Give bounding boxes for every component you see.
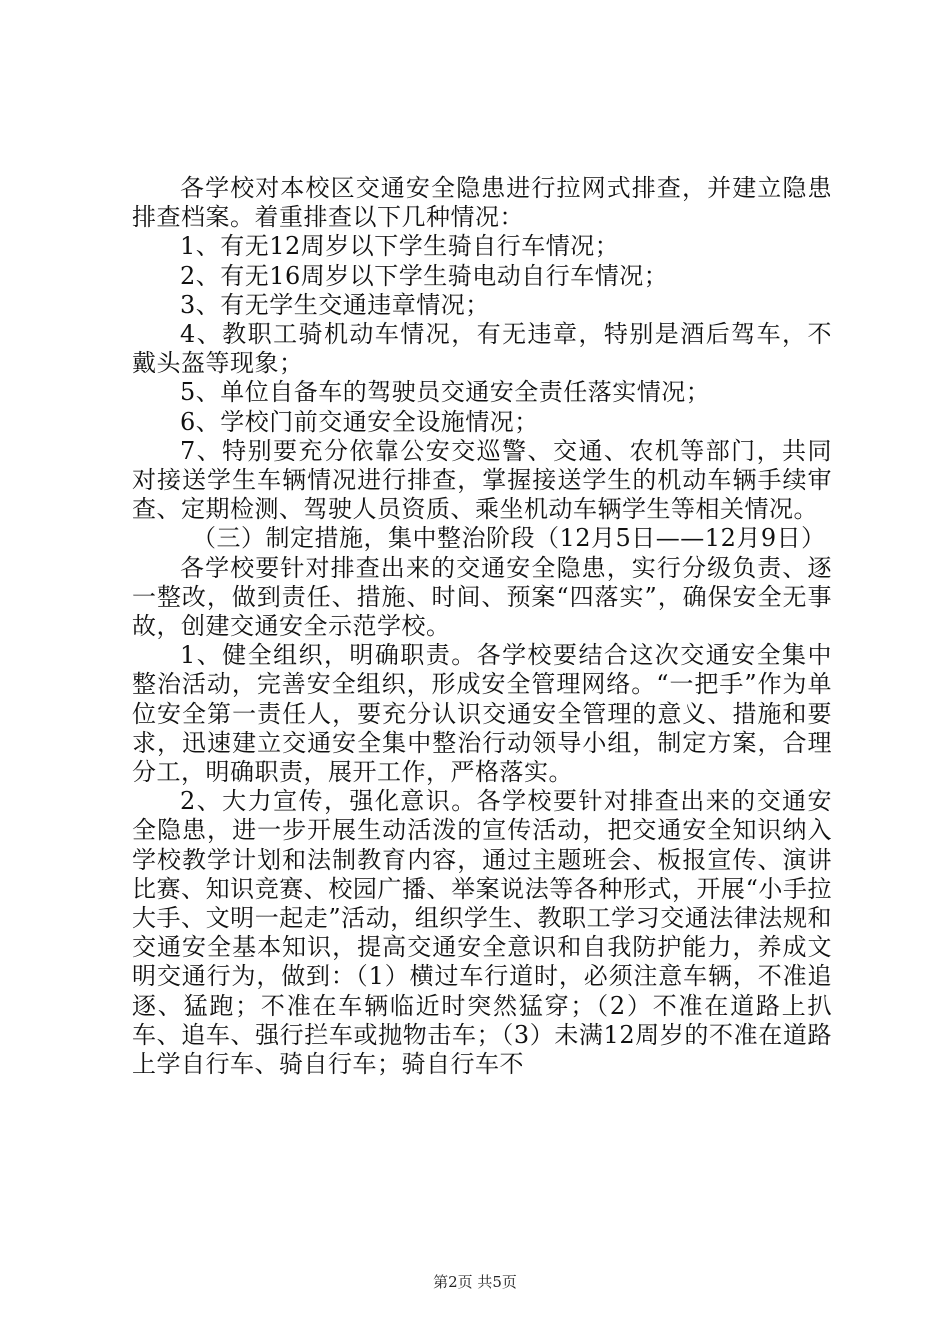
list-item-3: 3、有无学生交通违章情况； (180, 290, 490, 319)
list-item-5: 5、单位自备车的驾驶员交通安全责任落实情况； (180, 378, 711, 407)
document-body (132, 174, 832, 1079)
paragraph-intro: 各学校对本校区交通安全隐患进行拉网式排查，并建立隐患排查档案。着重排查以下几种情况： (132, 174, 832, 232)
list-item-6: 6、学校门前交通安全设施情况； (180, 407, 539, 436)
paragraph-publicity: 2、大力宣传，强化意识。各学校要针对排查出来的交通安全隐患，进一步开展生动活泼的宣传活动，把交通安全知识纳入学校教学计划和法制教育内容，通过主题班会、板报宣传、演讲比赛、知识竞赛、校园广播、举案说法等各种形式，开展“小手拉大手、文明一起走”活动，组织学生、教职工学习交通法律法规和交通安全基本知识，提高交通安全意识和自我防护能力，养成文明交通行为，做到：（1）横过车行道时，必须注意车辆，不准追逐、猛跑；不准在车辆临近时突然猛穿；（2）不准在道路上扒车、追车、强行拦车或抛物击车；（3）未满12周岁的不准在道路上学自行车、骑自行车；骑自行车不 (132, 787, 832, 1079)
paragraph-organization: 1、健全组织，明确职责。各学校要结合这次交通安全集中整治活动，完善安全组织，形成安全管理网络。“一把手”作为单位安全第一责任人，要充分认识交通安全管理的意义、措施和要求，迅速建立交通安全集中整治行动领导小组，制定方案，合理分工，明确职责，展开工作，严格落实。 (132, 641, 832, 787)
page-footer: 第2页 共5页 (433, 1273, 517, 1291)
list-item-1: 1、有无12周岁以下学生骑自行车情况； (180, 232, 620, 261)
list-item-2: 2、有无16周岁以下学生骑电动自行车情况； (180, 261, 669, 290)
list-item-4: 4、教职工骑机动车情况，有无违章，特别是酒后驾车，不戴头盔等现象； (132, 320, 832, 378)
paragraph-measures: 各学校要针对排查出来的交通安全隐患，实行分级负责、逐一整改，做到责任、措施、时间、预案“四落实”，确保安全无事故，创建交通安全示范学校。 (132, 553, 832, 641)
section-heading: （三）制定措施，集中整治阶段（12月5日——12月9日） (192, 524, 826, 553)
list-item-7: 7、特别要充分依靠公安交巡警、交通、农机等部门，共同对接送学生车辆情况进行排查，掌握接送学生的机动车辆手续审查、定期检测、驾驶人员资质、乘坐机动车辆学生等相关情况。 (132, 436, 832, 524)
